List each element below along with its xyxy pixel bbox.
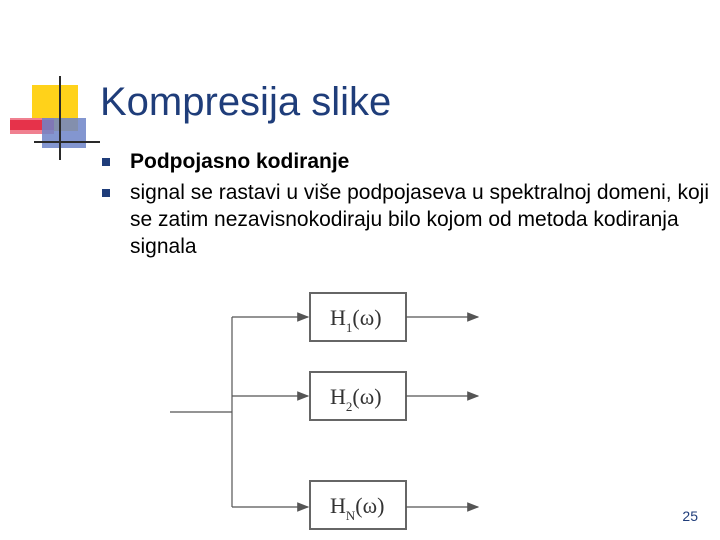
- filter-n-sub: N: [345, 508, 356, 523]
- filter-1-main: H: [330, 305, 346, 330]
- filter-1-arg: (ω): [352, 305, 382, 330]
- filter-2-arg: (ω): [352, 384, 382, 409]
- slide-decoration: [0, 0, 100, 170]
- filter-1-sub: 1: [345, 320, 353, 335]
- bullet-text: signal se rastavi u više podpojaseva u spektralnoj domeni, koji se zatim nezavisnokodiraju bilo kojom od metoda kodiranja signala: [130, 181, 709, 258]
- page-number: 25: [682, 508, 698, 524]
- filter-bank-diagram: [160, 285, 500, 535]
- bullet-text: Podpojasno kodiranje: [130, 150, 350, 173]
- bullet-item: [100, 179, 710, 260]
- filter-2-main: H: [330, 384, 346, 409]
- filter-n-arg: (ω): [355, 493, 385, 518]
- bullet-square-icon: [102, 189, 110, 197]
- filter-2-sub: 2: [345, 399, 353, 414]
- slide-title: Kompresija slike: [100, 80, 392, 124]
- filter-n-main: H: [330, 493, 346, 518]
- bullet-square-icon: [102, 158, 110, 166]
- bullet-list: [100, 148, 710, 264]
- deco-blue-square: [42, 118, 86, 148]
- bullet-item: [100, 148, 710, 175]
